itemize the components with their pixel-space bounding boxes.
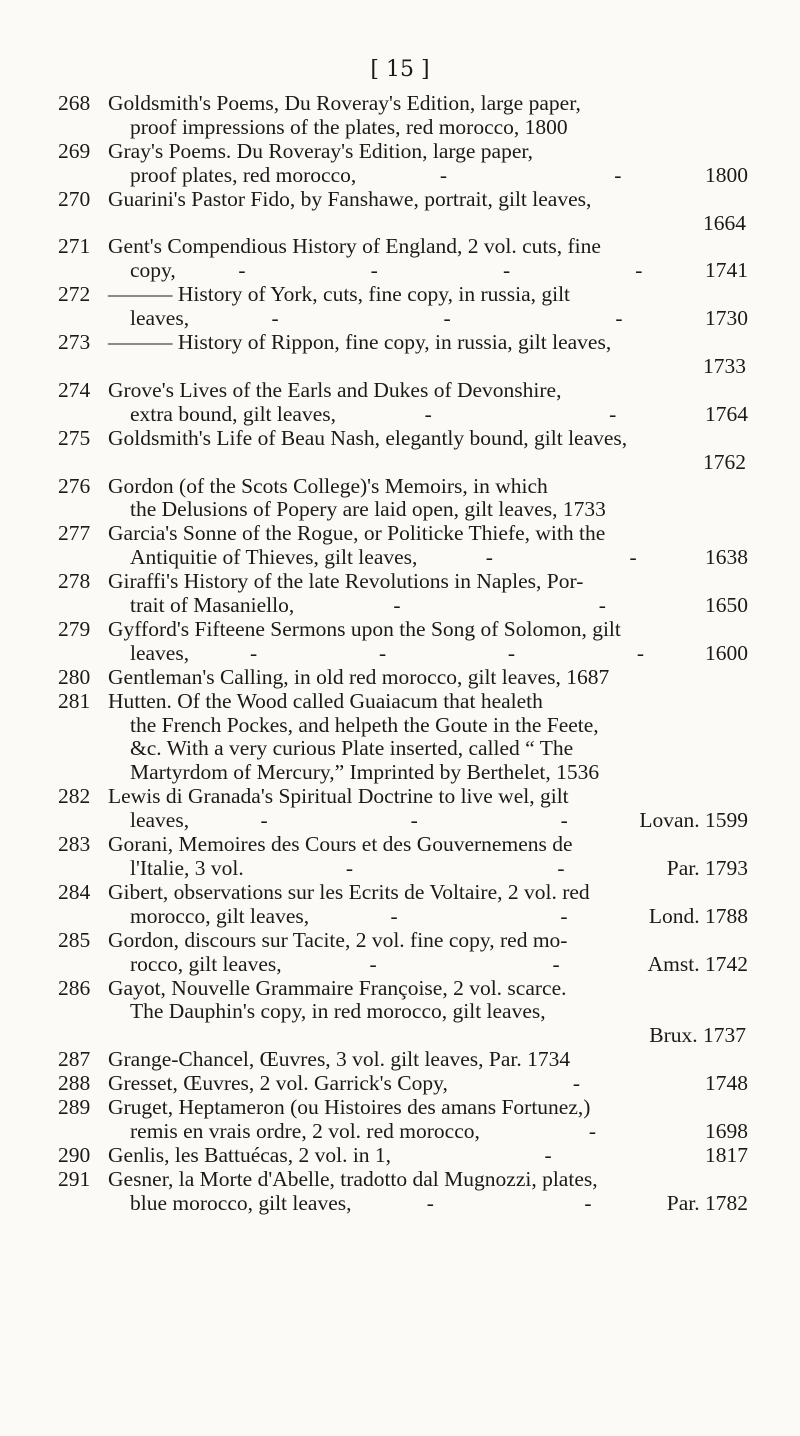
entry-number: 286 — [58, 975, 91, 1000]
catalogue-entries — [58, 92, 748, 1216]
entry-line: Goldsmith's Life of Beau Nash, elegantly bound, gilt leaves, — [108, 425, 628, 450]
entry-number: 283 — [58, 832, 91, 857]
entry-number: 282 — [58, 784, 91, 809]
entry-line: Martyrdom of Mercury,” Imprinted by Berthelet, 1536 — [130, 760, 600, 785]
entry-line: morocco, gilt leaves, - - Lond. 1788 — [130, 903, 748, 928]
entry-number: 287 — [58, 1047, 91, 1072]
entry-line: Gresset, Œuvres, 2 vol. Garrick's Copy, - 1748 — [108, 1071, 748, 1096]
entry-number: 276 — [58, 473, 91, 498]
entry-number: 272 — [58, 282, 91, 307]
entry-line: leaves, - - - - 1600 — [130, 640, 748, 665]
catalogue-entry — [58, 881, 748, 929]
entry-line: copy, - - - - 1741 — [130, 258, 748, 283]
entry-line: Gentleman's Calling, in old red morocco, gilt leaves, 1687 — [108, 664, 610, 689]
entry-line: blue morocco, gilt leaves, - - Par. 1782 — [130, 1190, 748, 1215]
entry-line: the Delusions of Popery are laid open, gilt leaves, 1733 — [130, 497, 606, 522]
entry-line: Goldsmith's Poems, Du Roveray's Edition, large paper, — [108, 91, 581, 115]
catalogue-entry — [58, 1096, 748, 1144]
catalogue-entry — [58, 1048, 748, 1072]
entry-line: Gruget, Heptameron (ou Histoires des amans Fortunez,) — [108, 1095, 591, 1120]
catalogue-entry — [58, 977, 748, 1049]
entry-number: 273 — [58, 330, 91, 355]
entry-line: leaves, - - - Lovan. 1599 — [130, 808, 748, 833]
catalogue-entry — [58, 188, 748, 236]
catalogue-entry — [58, 929, 748, 977]
entry-number: 291 — [58, 1166, 91, 1191]
catalogue-entry — [58, 666, 748, 690]
entry-number: 288 — [58, 1071, 91, 1096]
catalogue-entry — [58, 570, 748, 618]
catalogue-entry — [58, 833, 748, 881]
entry-line: proof impressions of the plates, red morocco, 1800 — [130, 114, 568, 139]
entry-line: Gordon, discours sur Tacite, 2 vol. fine copy, red mo- — [108, 927, 568, 952]
entry-line: proof plates, red morocco, - - 1800 — [130, 162, 748, 187]
catalogue-entry — [58, 1168, 748, 1216]
entry-line: 1664 — [703, 210, 746, 235]
entry-number: 279 — [58, 616, 91, 641]
entry-line: Genlis, les Battuécas, 2 vol. in 1, - 1817 — [108, 1142, 748, 1167]
entry-number: 274 — [58, 377, 91, 402]
entry-line: Gesner, la Morte d'Abelle, tradotto dal Mugnozzi, plates, — [108, 1166, 598, 1191]
entry-number: 268 — [58, 91, 91, 115]
entry-line: &c. With a very curious Plate inserted, called “ The — [130, 736, 574, 761]
catalogue-entry — [58, 618, 748, 666]
entry-number: 290 — [58, 1142, 91, 1167]
entry-line: Giraffi's History of the late Revolutions in Naples, Por- — [108, 569, 584, 594]
catalogue-entry — [58, 379, 748, 427]
entry-number: 271 — [58, 234, 91, 259]
entry-line: Gorani, Memoires des Cours et des Gouvernemens de — [108, 832, 573, 857]
entry-line: trait of Masaniello, - - 1650 — [130, 593, 748, 618]
entry-line: Brux. 1737 — [649, 1023, 746, 1048]
entry-number: 278 — [58, 569, 91, 594]
catalogue-entry — [58, 427, 748, 475]
entry-number: 281 — [58, 688, 91, 713]
entry-line: extra bound, gilt leaves, - - 1764 — [130, 401, 748, 426]
entry-line: l'Italie, 3 vol. - - Par. 1793 — [130, 856, 748, 880]
entry-line: Lewis di Granada's Spiritual Doctrine to live wel, gilt — [108, 784, 569, 809]
entry-line: Hutten. Of the Wood called Guaiacum that healeth — [108, 688, 543, 713]
entry-number: 275 — [58, 425, 91, 450]
entry-line: Garcia's Sonne of the Rogue, or Politicke Thiefe, with the — [108, 521, 606, 546]
entry-number: 280 — [58, 664, 91, 689]
entry-line: leaves, - - - 1730 — [130, 306, 748, 331]
catalogue-entry — [58, 690, 748, 786]
entry-line: Gordon (of the Scots College)'s Memoirs, in which — [108, 473, 548, 498]
entry-number: 285 — [58, 927, 91, 952]
catalogue-entry — [58, 785, 748, 833]
entry-line: 1762 — [703, 449, 746, 474]
entry-line: Grove's Lives of the Earls and Dukes of Devonshire, — [108, 377, 562, 402]
entry-line: The Dauphin's copy, in red morocco, gilt leaves, — [130, 999, 546, 1024]
catalogue-entry — [58, 475, 748, 523]
entry-line: Grange-Chancel, Œuvres, 3 vol. gilt leaves, Par. 1734 — [108, 1047, 571, 1072]
entry-number: 270 — [58, 186, 91, 211]
entry-line: remis en vrais ordre, 2 vol. red morocco, - 1698 — [130, 1118, 748, 1143]
entry-number: 269 — [58, 138, 91, 163]
catalogue-entry — [58, 331, 748, 379]
entry-line: Gray's Poems. Du Roveray's Edition, large paper, — [108, 138, 534, 163]
catalogue-entry — [58, 1072, 748, 1096]
entry-number: 284 — [58, 879, 91, 904]
entry-line: Guarini's Pastor Fido, by Fanshawe, portrait, gilt leaves, — [108, 186, 592, 211]
entry-line: Gent's Compendious History of England, 2 vol. cuts, fine — [108, 234, 601, 259]
entry-line: 1733 — [703, 353, 746, 378]
entry-line: rocco, gilt leaves, - - Amst. 1742 — [130, 951, 748, 976]
page-number: [ 15 ] — [370, 57, 430, 82]
entry-line: Gayot, Nouvelle Grammaire Françoise, 2 vol. scarce. — [108, 975, 567, 1000]
catalogue-entry — [58, 1144, 748, 1168]
entry-line: Antiquitie of Thieves, gilt leaves, - - 1638 — [130, 545, 748, 570]
entry-line: Gibert, observations sur les Ecrits de Voltaire, 2 vol. red — [108, 879, 590, 904]
entry-line: ——— History of Rippon, fine copy, in russia, gilt leaves, — [108, 330, 612, 355]
catalogue-entry — [58, 522, 748, 570]
entry-number: 289 — [58, 1095, 91, 1120]
entry-number: 277 — [58, 521, 91, 546]
entry-line: the French Pockes, and helpeth the Goute in the Feete, — [130, 712, 599, 737]
catalogue-entry — [58, 92, 748, 140]
catalogue-entry — [58, 283, 748, 331]
entry-line: Gyfford's Fifteene Sermons upon the Song of Solomon, gilt — [108, 616, 621, 641]
catalogue-entry — [58, 235, 748, 283]
entry-line: ——— History of York, cuts, fine copy, in russia, gilt — [108, 282, 571, 307]
catalogue-entry — [58, 140, 748, 188]
